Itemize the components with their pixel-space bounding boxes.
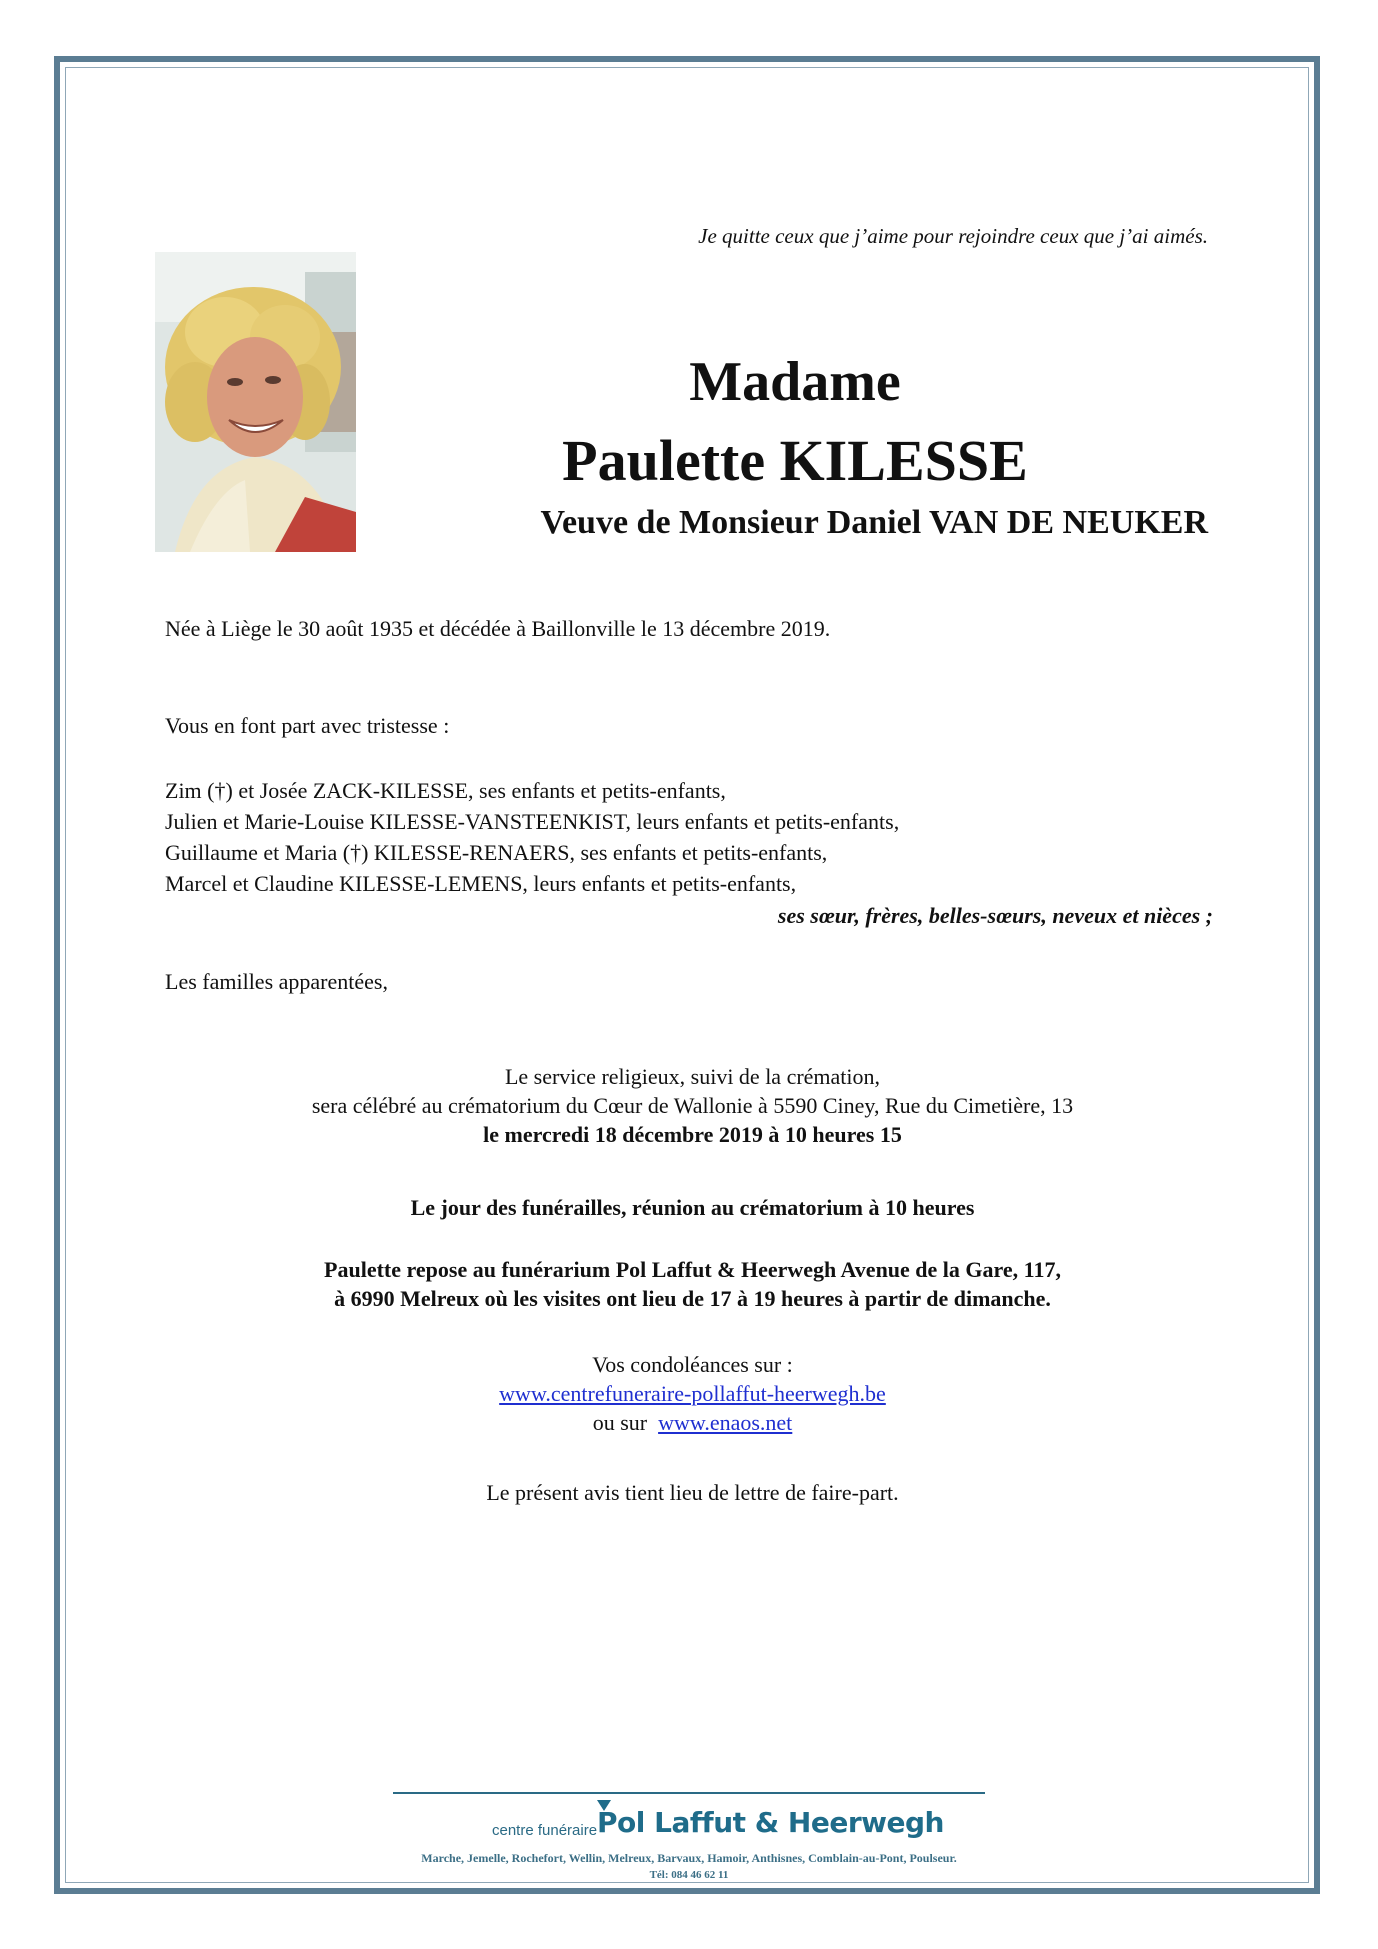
repose-line-2: à 6990 Melreux où les visites ont lieu de 17 à 19 heures à partir de dimanche. bbox=[334, 1286, 1051, 1311]
family-list bbox=[165, 775, 899, 899]
service-date: le mercredi 18 décembre 2019 à 10 heures 15 bbox=[483, 1122, 902, 1147]
condoleances-link-secondary[interactable]: www.enaos.net bbox=[658, 1410, 793, 1435]
portrait-image bbox=[155, 252, 356, 552]
family-extra: ses sœur, frères, belles-sœurs, neveux et nièces ; bbox=[777, 903, 1213, 928]
portrait-photo bbox=[155, 252, 356, 552]
logo-cities: Marche, Jemelle, Rochefort, Wellin, Melreux, Barvaux, Hamoir, Anthisnes, Comblain-au-Pont, Poulseur. bbox=[421, 1851, 957, 1865]
family-item: Guillaume et Maria (†) KILESSE-RENAERS, ses enfants et petits-enfants, bbox=[165, 840, 828, 865]
epigraph: Je quitte ceux que j’aime pour rejoindre ceux que j’ai aimés. bbox=[698, 224, 1208, 248]
title-honorific: Madame bbox=[689, 351, 901, 413]
repose-line-1: Paulette repose au funérarium Pol Laffut & Heerwegh Avenue de la Gare, 117, bbox=[324, 1257, 1061, 1282]
service-line-2: sera célébré au crématorium du Cœur de Wallonie à 5590 Ciney, Rue du Cimetière, 13 bbox=[311, 1093, 1074, 1118]
service-line-1: Le service religieux, suivi de la crémation, bbox=[504, 1064, 881, 1089]
faire-part-note: Le présent avis tient lieu de lettre de faire-part. bbox=[486, 1480, 899, 1505]
repose-block bbox=[155, 1255, 1230, 1313]
logo-divider bbox=[393, 1792, 985, 1794]
condoleances-intro: Vos condoléances sur : bbox=[592, 1352, 793, 1377]
widow-line: Veuve de Monsieur Daniel VAN DE NEUKER bbox=[540, 504, 1208, 541]
condoleances-link-primary[interactable]: www.centrefuneraire-pollaffut-heerwegh.be bbox=[499, 1381, 886, 1406]
family-item: Marcel et Claudine KILESSE-LEMENS, leurs enfants et petits-enfants, bbox=[165, 871, 797, 896]
condoleances-or: ou sur bbox=[592, 1410, 648, 1435]
logo-brand: Pol Laffut & Heerwegh bbox=[597, 1806, 944, 1839]
logo-phone: Tél: 084 46 62 11 bbox=[649, 1869, 729, 1881]
condoleances-block bbox=[155, 1350, 1230, 1437]
reunion-line: Le jour des funérailles, réunion au crématorium à 10 heures bbox=[410, 1195, 975, 1220]
birth-death-line: Née à Liège le 30 août 1935 et décédée à Baillonville le 13 décembre 2019. bbox=[165, 616, 831, 641]
family-item: Zim (†) et Josée ZACK-KILESSE, ses enfants et petits-enfants, bbox=[165, 778, 726, 803]
logo-subtitle: centre funéraire bbox=[492, 1822, 598, 1839]
service-block bbox=[155, 1062, 1230, 1149]
announce-line: Vous en font part avec tristesse : bbox=[165, 713, 450, 738]
apparentees-line: Les familles apparentées, bbox=[165, 969, 388, 994]
deceased-name: Paulette KILESSE bbox=[562, 428, 1028, 493]
family-item: Julien et Marie-Louise KILESSE-VANSTEENKIST, leurs enfants et petits-enfants, bbox=[165, 809, 900, 834]
